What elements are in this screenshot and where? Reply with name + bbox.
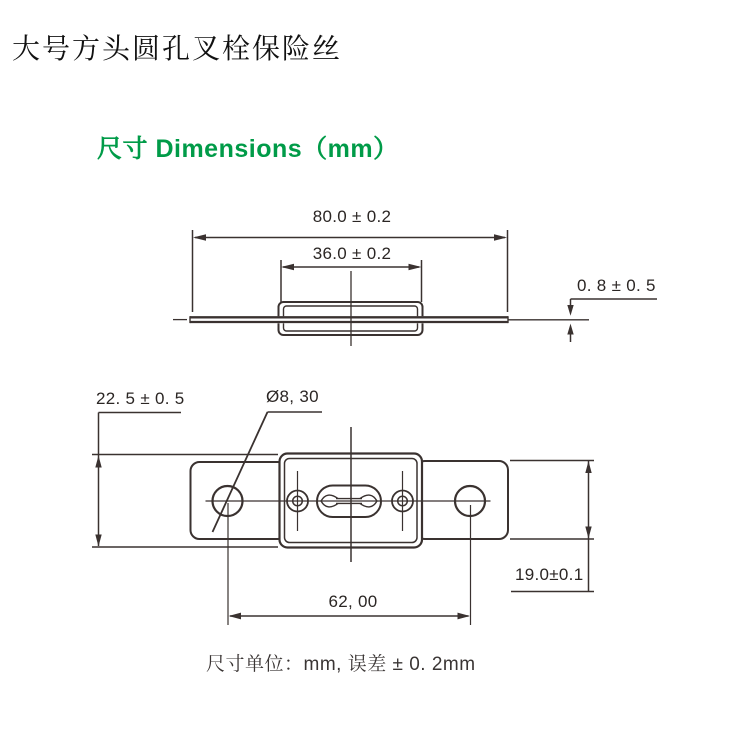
arrowhead [567,324,573,335]
dim-body-length: 36.0 ± 0.2 [312,244,392,263]
arrowhead [229,613,242,620]
arrowhead [585,461,591,473]
dim-blade-thickness: 0. 8 ± 0. 5 [577,276,656,295]
page-title: 大号方头圆孔叉栓保险丝 [12,34,343,65]
dim-body-height: 22. 5 ± 0. 5 [96,389,185,408]
dim-terminal-height: 19.0±0.1 [515,565,584,584]
dim-total-length: 80.0 ± 0.2 [312,207,392,226]
arrowhead [409,264,422,271]
arrowhead [567,305,573,316]
arrowhead [494,234,507,241]
arrowhead [281,264,294,271]
footnote: 尺寸单位：mm, 误差 ± 0. 2mm [206,654,476,675]
dim-hole-spacing: 62, 00 [328,592,378,611]
dim-hole-diameter: Ø8, 30 [266,387,319,406]
arrowhead [585,527,591,539]
arrowhead [95,456,101,468]
arrowhead [95,535,101,547]
section-heading: 尺寸 Dimensions（mm） [97,135,399,163]
arrowhead [193,234,206,241]
arrowhead [458,613,471,620]
